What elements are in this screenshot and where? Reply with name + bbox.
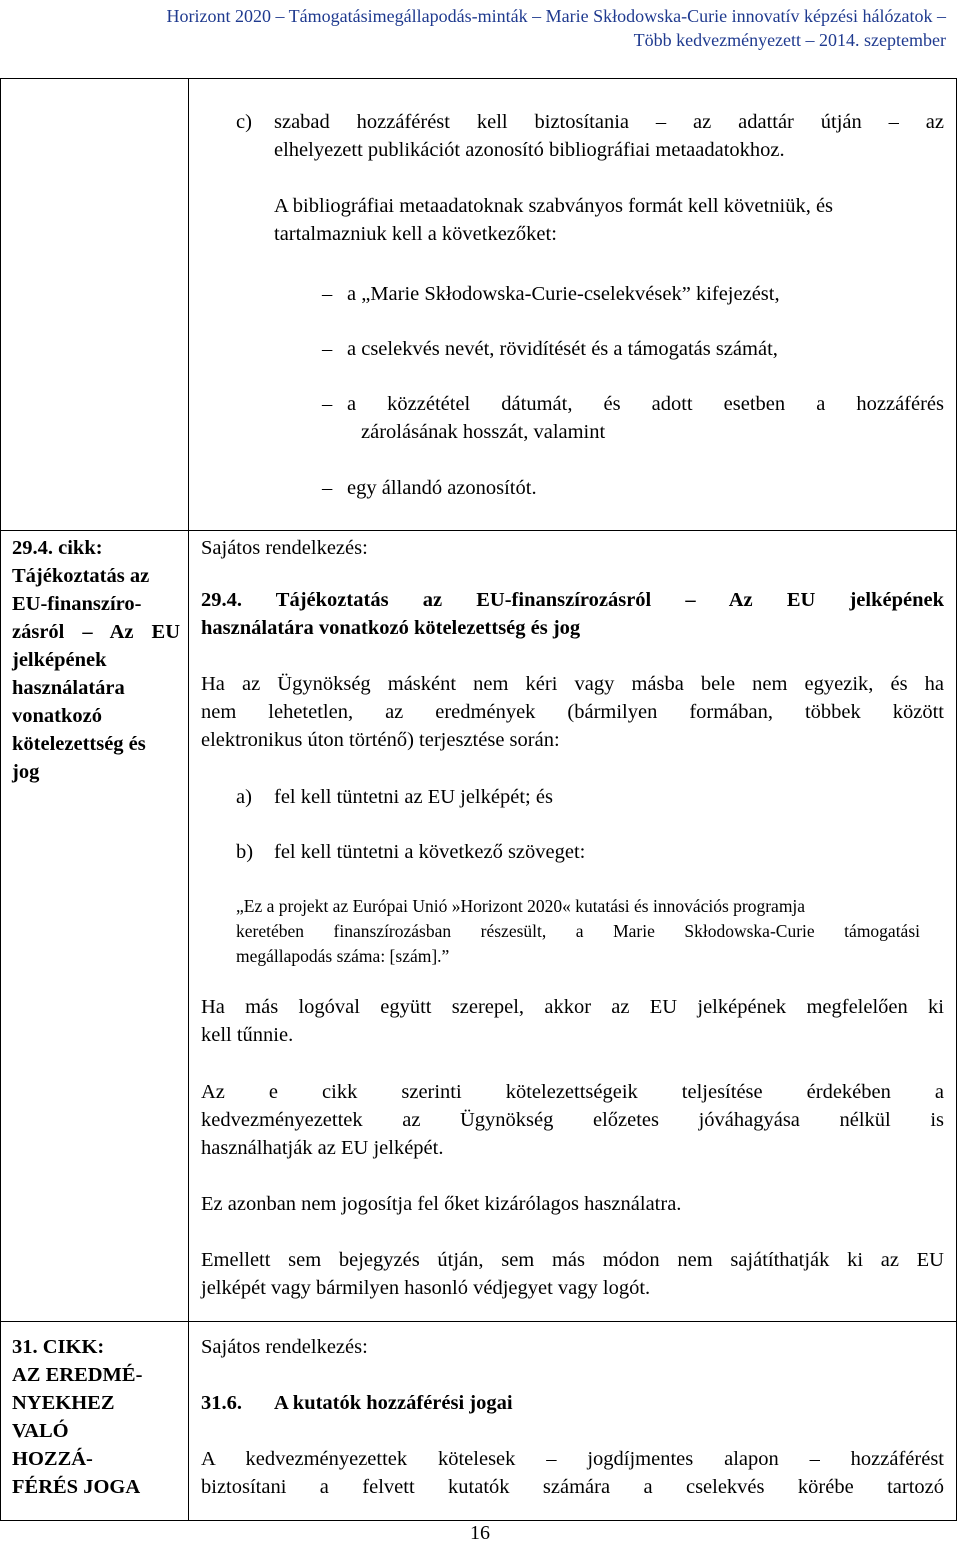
special-provision-label-2: Sajátos rendelkezés: xyxy=(201,1336,368,1358)
item-b-letter: b) xyxy=(236,841,254,863)
biblio-item-3-line-1: a közzététel dátumát, és adott esetben a hozzáférés xyxy=(347,393,944,415)
article-31-heading xyxy=(12,1333,180,1501)
article-29-4-heading-line: Tájékoztatás az xyxy=(12,565,150,587)
row-divider-1 xyxy=(1,530,956,531)
article-31-heading-line: NYEKHEZ xyxy=(12,1392,115,1414)
article-29-4-heading xyxy=(12,534,180,786)
article-31-heading-line: 31. CIKK: xyxy=(12,1336,105,1358)
biblio-item-3 xyxy=(347,390,944,446)
paragraph-5-line: jelképét vagy bármilyen hasonló védjegyet vagy logót. xyxy=(201,1277,651,1299)
biblio-item-1: a „Marie Skłodowska-Curie-cselekvések” kifejezést, xyxy=(347,283,780,305)
article-31-paragraph-line: A kedvezményezettek kötelesek – jogdíjmentes alapon – hozzáférést xyxy=(201,1448,944,1470)
page-number: 16 xyxy=(470,1522,490,1544)
article-29-4-heading-line: használatára xyxy=(12,677,125,699)
item-b-text: fel kell tüntetni a következő szöveget: xyxy=(274,841,586,863)
article-29-4-heading-line: kötelezettség és xyxy=(12,733,146,755)
paragraph-5 xyxy=(201,1246,944,1302)
paragraph-3-line: Az e cikk szerinti kötelezettségeik teljesítése érdekében a xyxy=(201,1081,944,1103)
article-31-heading-line: VALÓ xyxy=(12,1420,69,1442)
header-line-2: Több kedvezményezett – 2014. szeptember xyxy=(633,30,946,50)
biblio-item-2-dash: – xyxy=(322,338,333,360)
running-header xyxy=(0,4,946,52)
article-29-4-heading-line: 29.4. cikk: xyxy=(12,537,103,559)
article-29-4-title-line-1: 29.4. Tájékoztatás az EU-finanszírozásról – Az EU jelképének xyxy=(201,589,944,611)
paragraph-1-line: nem lehetetlen, az eredmények (bármilyen formában, többek között xyxy=(201,701,944,723)
item-a-text: fel kell tüntetni az EU jelképét; és xyxy=(274,786,553,808)
row-divider-2 xyxy=(1,1321,956,1322)
paragraph-5-line: Emellett sem bejegyzés útján, sem más módon nem sajátíthatják ki az EU xyxy=(201,1249,944,1271)
paragraph-1 xyxy=(201,670,944,754)
paragraph-3-line: használhatják az EU jelképét. xyxy=(201,1137,444,1159)
article-31-heading-line: AZ EREDMÉ- xyxy=(12,1364,143,1386)
biblio-item-3-line-2: zárolásának hosszát, valamint xyxy=(361,421,606,443)
article-29-4-heading-line: EU-finanszíro- xyxy=(12,593,142,615)
paragraph-1-line: elektronikus úton történő) terjesztése során: xyxy=(201,729,560,751)
article-29-4-heading-line: jog xyxy=(12,761,40,783)
biblio-intro xyxy=(274,192,944,248)
biblio-item-2: a cselekvés nevét, rövidítését és a támogatás számát, xyxy=(347,338,778,360)
biblio-item-1-dash: – xyxy=(322,283,333,305)
subsection-number: 31.6. xyxy=(201,1392,242,1414)
item-c-line-2: elhelyezett publikációt azonosító bibliográfiai metaadatokhoz. xyxy=(274,139,785,161)
header-line-1: Horizont 2020 – Támogatásimegállapodás-minták – Marie Skłodowska-Curie innovatív képzési hálózatok – xyxy=(166,6,946,26)
paragraph-3 xyxy=(201,1078,944,1162)
special-provision-label-1: Sajátos rendelkezés: xyxy=(201,537,368,559)
paragraph-4: Ez azonban nem jogosítja fel őket kizárólagos használatra. xyxy=(201,1193,682,1215)
paragraph-3-line: kedvezményezettek az Ügynökség előzetes jóváhagyása nélkül is xyxy=(201,1109,944,1131)
article-31-heading-line: HOZZÁ- xyxy=(12,1448,93,1470)
biblio-intro-line-2: tartalmazniuk kell a következőket: xyxy=(274,223,557,245)
biblio-intro-line-1: A bibliográfiai metaadatoknak szabványos formát kell követniük, és xyxy=(274,195,834,217)
article-29-4-heading-line: vonatkozó xyxy=(12,705,102,727)
biblio-item-4: egy állandó azonosítót. xyxy=(347,477,537,499)
paragraph-2-line: Ha más logóval együtt szerepel, akkor az EU jelképének megfelelően ki xyxy=(201,996,944,1018)
funding-statement-quote xyxy=(236,894,920,969)
column-divider xyxy=(188,79,189,1520)
article-29-4-heading-line: jelképének xyxy=(12,649,107,671)
paragraph-1-line: Ha az Ügynökség másként nem kéri vagy másba bele nem egyezik, és ha xyxy=(201,673,944,695)
biblio-item-4-dash: – xyxy=(322,477,333,499)
quote-line: megállapodás száma: [szám].” xyxy=(236,946,450,966)
biblio-item-3-dash: – xyxy=(322,393,333,415)
subsection-title: A kutatók hozzáférési jogai xyxy=(274,1392,513,1414)
article-31-paragraph-line: biztosítani a felvett kutatók számára a cselekvés körébe tartozó xyxy=(201,1476,944,1498)
article-31-heading-line: FÉRÉS JOGA xyxy=(12,1476,141,1498)
item-c-text xyxy=(274,108,944,164)
article-29-4-heading-line: zásról – Az EU xyxy=(12,621,180,643)
article-29-4-title xyxy=(201,586,944,642)
item-a-letter: a) xyxy=(236,786,252,808)
article-31-paragraph xyxy=(201,1445,944,1501)
item-c-line-1: szabad hozzáférést kell biztosítania – az adattár útján – az xyxy=(274,111,944,133)
paragraph-2-line: kell tűnnie. xyxy=(201,1024,294,1046)
paragraph-2 xyxy=(201,993,944,1049)
article-29-4-title-line-2: használatára vonatkozó kötelezettség és jog xyxy=(201,617,581,639)
quote-line: keretében finanszírozásban részesült, a Marie Skłodowska-Curie támogatási xyxy=(236,921,920,941)
item-c-letter: c) xyxy=(236,111,252,133)
quote-line: „Ez a projekt az Európai Unió »Horizont 2020« kutatási és innovációs programja xyxy=(236,896,806,916)
